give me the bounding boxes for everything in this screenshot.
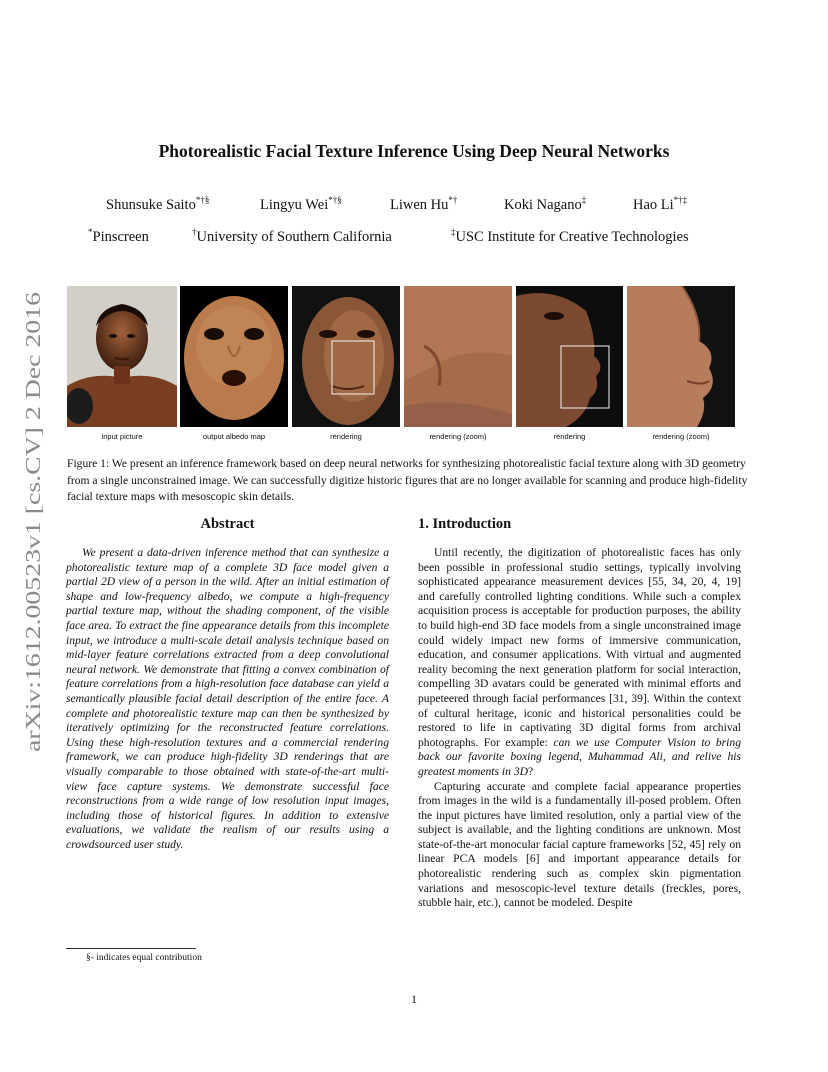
affiliation-3 <box>451 227 689 246</box>
affiliation-name: USC Institute for Creative Technologies <box>455 229 689 245</box>
introduction-heading: 1. Introduction <box>418 516 512 532</box>
author-name: Shunsuke Saito <box>106 197 196 213</box>
albedo-face-map-icon <box>180 286 288 427</box>
profile-zoom-icon <box>627 286 735 427</box>
author-2 <box>260 195 342 214</box>
arxiv-stamp-text: arXiv:1612.00523v1 [cs.CV] 2 Dec 2016 <box>21 396 45 752</box>
author-marks: *†‡ <box>673 195 688 205</box>
panel-label: input picture <box>101 432 143 441</box>
face-rendering-profile-icon <box>516 286 623 427</box>
arxiv-stamp <box>18 290 48 755</box>
panel-label: output albedo map <box>202 432 266 441</box>
affiliation-mark: * <box>88 227 93 237</box>
panel-label: rendering <box>330 432 362 441</box>
affiliation-2 <box>192 227 392 246</box>
panel-label: rendering <box>553 432 586 441</box>
author-name: Liwen Hu <box>390 197 449 213</box>
figure-panel-rendering-profile <box>516 286 623 427</box>
intro-p1-end: ? <box>528 764 534 778</box>
footnote-rule <box>66 948 196 949</box>
author-marks: *†§ <box>328 195 342 205</box>
author-marks: ‡ <box>581 195 587 205</box>
figure-panel-rendering-zoom-1 <box>404 286 512 427</box>
panel-label: rendering (zoom) <box>652 432 710 441</box>
skin-zoom-icon <box>404 286 512 427</box>
abstract-heading: Abstract <box>200 516 255 532</box>
author-name: Lingyu Wei <box>260 197 329 213</box>
page-number: 1 <box>411 992 417 1006</box>
author-5 <box>633 195 687 214</box>
intro-p1-text: Until recently, the digitization of photorealistic faces has only been possible in professional studio settings, typically involving sophisticated appearance measurement devices [55, 34, 20, 4, 19] and carefully controlled lighting conditions. While such a complex acquisition process is acceptable for production purposes, the ability to build high-end 3D face models from a single unconstrained image could widely impact new forms of immersive communication, education, and consumer applications. With virtual and augmented reality becoming the next generation platform for social interaction, compelling 3D avatars could be generated with minimal efforts and pupeteered through facial performances [31, 39]. Within the context of cultural heritage, iconic and historical personalities could be restored to life in captivating 3D digital forms from archival photographs. For example: <box>418 546 741 749</box>
affiliation-mark: † <box>192 227 197 237</box>
author-marks: *† <box>448 195 458 205</box>
introduction-body <box>418 546 741 911</box>
author-1 <box>106 195 209 214</box>
figure-panel-input-picture <box>67 286 177 427</box>
figure-caption: Figure 1: We present an inference framework based on deep neural networks for synthesizing photorealistic facial texture along with 3D geometry from a single unconstrained image. We can successfully digitize historic figures that are no longer available for scanning and produce high-fidelity facial texture maps with mesoscopic skin details. <box>67 457 748 503</box>
panel-label: rendering (zoom) <box>429 432 487 441</box>
author-marks: *†§ <box>195 195 210 205</box>
intro-p1-italic: can we use Computer Vision to bring back our favorite boxing legend, Muhammad Ali, and relive his greatest moments in 3D <box>418 735 741 778</box>
intro-paragraph-2: Capturing accurate and complete facial appearance properties from images in the wild is a fundamentally ill-posed problem. Often the input pictures have limited resolution, only a partial view of the subject is available, and the lighting conditions are unknown. Most state-of-the-art monocular facial capture frameworks [52, 45] rely on linear PCA models [6] and important appearance details for photorealistic rendering such as complex skin pigmentation variations and mesoscopic-level texture details (freckles, pores, stubble hair, etc.), cannot be modeled. Despite <box>418 779 741 910</box>
author-name: Hao Li <box>633 197 674 213</box>
intro-paragraph-1 <box>418 546 741 780</box>
face-rendering-front-icon <box>292 286 400 427</box>
author-4 <box>504 195 586 214</box>
figure-panel-albedo-map <box>180 286 288 427</box>
boxer-portrait-icon <box>67 286 177 427</box>
figure-panel-rendering-front <box>292 286 400 427</box>
abstract-body <box>66 546 389 852</box>
figure-panel-rendering-zoom-2 <box>627 286 735 427</box>
abstract-text: We present a data-driven inference method that can synthesize a photorealistic texture map of a complete 3D face model given a partial 2D view of a person in the wild. After an initial estimation of shape and low-frequency albedo, we compute a high-frequency partial texture map, without the shading component, of the visible face area. To extract the fine appearance details from this incomplete input, we introduce a multi-scale detail analysis technique based on mid-layer feature correlations extracted from a deep convolutional neural network. We demonstrate that fitting a convex combination of feature correlations from a high-resolution face database can yield a semantically plausible facial detail description of the entire face. A complete and photorealistic texture map can then be synthesized by iteratively optimizing for the reconstructed feature correlations. Using these high-resolution textures and a commercial rendering framework, we can produce high-fidelity 3D renderings that are visually comparable to those obtained with state-of-the-art multi-view face capture systems. We demonstrate successful face reconstructions from a wide range of low resolution input images, including those of historical figures. In addition to extensive evaluations, we validate the realism of our results using a crowdsourced user study. <box>66 546 389 851</box>
affiliation-mark: ‡ <box>451 227 456 237</box>
footnote: §- indicates equal contribution <box>86 953 202 963</box>
affiliation-1 <box>88 227 149 246</box>
paper-title: Photorealistic Facial Texture Inference Using Deep Neural Networks <box>158 141 670 161</box>
author-name: Koki Nagano <box>504 197 582 213</box>
affiliation-name: Pinscreen <box>92 229 149 245</box>
affiliation-name: University of Southern California <box>196 229 392 245</box>
author-3 <box>390 195 457 214</box>
